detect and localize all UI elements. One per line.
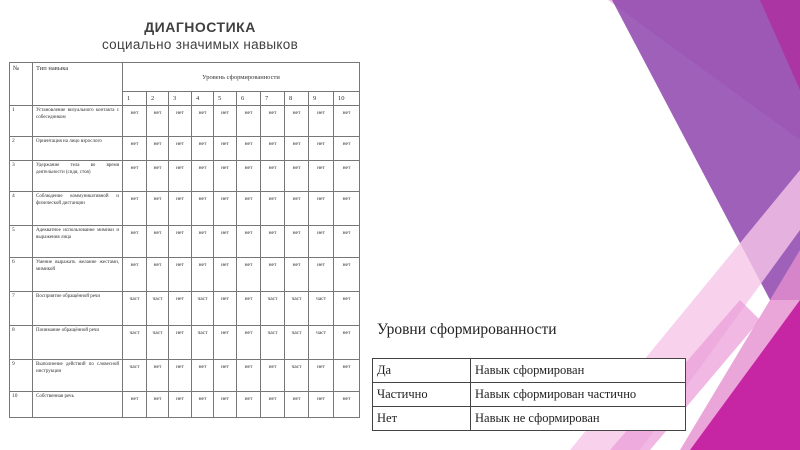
row-number: 7 [10, 292, 33, 326]
level-value-cell: нет [123, 192, 147, 226]
level-value-cell: част [285, 326, 309, 360]
row-number: 2 [10, 137, 33, 161]
level-value-cell: нет [237, 392, 261, 418]
level-value-cell: нет [147, 226, 169, 258]
header-skill: Тип навыка [33, 63, 123, 106]
header-level-3: 3 [169, 92, 192, 106]
level-value-cell: нет [147, 360, 169, 392]
level-value-cell: нет [214, 392, 237, 418]
level-value-cell: нет [309, 192, 334, 226]
header-level-1: 1 [123, 92, 147, 106]
level-value-cell: нет [309, 258, 334, 292]
skill-name: Адекватное использование мимики и выражения лица [33, 226, 123, 258]
level-value-cell: нет [214, 258, 237, 292]
level-value-cell: нет [169, 258, 192, 292]
skill-name: Выполнение действий по словесной инструкции [33, 360, 123, 392]
level-value-cell: нет [237, 161, 261, 192]
row-number: 4 [10, 192, 33, 226]
level-value-cell: нет [214, 360, 237, 392]
level-value-cell: нет [261, 360, 285, 392]
level-value-cell: нет [169, 161, 192, 192]
level-value-cell: нет [261, 106, 285, 137]
legend-description: Навык не сформирован [471, 407, 686, 431]
header-level-10: 10 [334, 92, 360, 106]
level-value-cell: нет [123, 161, 147, 192]
level-value-cell: част [261, 292, 285, 326]
legend-level: Нет [373, 407, 471, 431]
level-value-cell: нет [214, 106, 237, 137]
level-value-cell: част [147, 292, 169, 326]
level-value-cell: нет [169, 106, 192, 137]
table-row [10, 326, 360, 360]
level-value-cell: нет [214, 161, 237, 192]
level-value-cell: нет [169, 360, 192, 392]
header-level-9: 9 [309, 92, 334, 106]
skill-name: Понимание обращённой речи [33, 326, 123, 360]
level-value-cell: нет [214, 292, 237, 326]
level-value-cell: нет [192, 192, 214, 226]
legend-description: Навык сформирован [471, 359, 686, 383]
row-number: 6 [10, 258, 33, 292]
level-value-cell: нет [309, 106, 334, 137]
diagnostics-table-body [10, 106, 360, 418]
level-value-cell: нет [309, 392, 334, 418]
legend-level: Да [373, 359, 471, 383]
skill-name: Восприятие обращённой речи [33, 292, 123, 326]
header-level-6: 6 [237, 92, 261, 106]
level-value-cell: част [261, 326, 285, 360]
level-value-cell: нет [192, 392, 214, 418]
level-value-cell: нет [334, 326, 360, 360]
level-value-cell: нет [147, 192, 169, 226]
level-value-cell: нет [123, 258, 147, 292]
level-value-cell: нет [147, 392, 169, 418]
level-value-cell: част [309, 326, 334, 360]
level-value-cell: нет [147, 161, 169, 192]
level-value-cell: нет [334, 137, 360, 161]
level-value-cell: нет [214, 226, 237, 258]
level-value-cell: нет [192, 226, 214, 258]
level-value-cell: нет [285, 192, 309, 226]
title-main: ДИАГНОСТИКА [144, 19, 256, 35]
header-level-2: 2 [147, 92, 169, 106]
level-value-cell: нет [169, 292, 192, 326]
row-number: 1 [10, 106, 33, 137]
level-value-cell: нет [261, 226, 285, 258]
level-value-cell: нет [285, 106, 309, 137]
level-value-cell: нет [261, 392, 285, 418]
level-value-cell: нет [334, 106, 360, 137]
table-row [10, 137, 360, 161]
level-value-cell: нет [285, 392, 309, 418]
skill-name: Соблюдение коммуникативной и физической дистанции [33, 192, 123, 226]
level-value-cell: нет [334, 192, 360, 226]
level-value-cell: нет [214, 192, 237, 226]
level-value-cell: нет [192, 106, 214, 137]
legend-table-body [373, 359, 686, 431]
level-value-cell: нет [309, 161, 334, 192]
level-value-cell: нет [261, 161, 285, 192]
table-row [10, 392, 360, 418]
level-value-cell: нет [285, 258, 309, 292]
legend-row [373, 359, 686, 383]
title-subtitle: социально значимых навыков [101, 37, 299, 52]
level-value-cell: нет [192, 360, 214, 392]
level-value-cell: нет [334, 258, 360, 292]
level-value-cell: нет [237, 226, 261, 258]
level-value-cell: нет [169, 137, 192, 161]
row-number: 8 [10, 326, 33, 360]
header-num: № [10, 63, 33, 106]
level-value-cell: нет [237, 326, 261, 360]
level-value-cell: нет [237, 292, 261, 326]
level-value-cell: нет [169, 192, 192, 226]
table-row [10, 360, 360, 392]
legend-title: Уровни сформированности [377, 321, 557, 338]
legend-table [372, 358, 686, 431]
level-value-cell: нет [285, 226, 309, 258]
level-value-cell: нет [309, 360, 334, 392]
level-value-cell: нет [237, 106, 261, 137]
header-level-4: 4 [192, 92, 214, 106]
level-value-cell: нет [309, 226, 334, 258]
legend-row [373, 407, 686, 431]
level-value-cell: нет [147, 258, 169, 292]
level-value-cell: нет [237, 258, 261, 292]
level-value-cell: нет [309, 137, 334, 161]
row-number: 3 [10, 161, 33, 192]
legend-row [373, 383, 686, 407]
header-level-8: 8 [285, 92, 309, 106]
table-row [10, 192, 360, 226]
row-number: 10 [10, 392, 33, 418]
legend-description: Навык сформирован частично [471, 383, 686, 407]
level-value-cell: нет [169, 226, 192, 258]
level-value-cell: нет [123, 106, 147, 137]
skill-name: Ориентация на лицо взрослого [33, 137, 123, 161]
level-value-cell: част [309, 292, 334, 326]
skill-name: Собственная речь [33, 392, 123, 418]
level-value-cell: част [285, 360, 309, 392]
level-value-cell: нет [192, 161, 214, 192]
level-value-cell: нет [123, 226, 147, 258]
level-value-cell: нет [237, 360, 261, 392]
level-value-cell: нет [261, 192, 285, 226]
level-value-cell: нет [334, 161, 360, 192]
table-row [10, 161, 360, 192]
level-value-cell: нет [123, 392, 147, 418]
level-value-cell: нет [169, 326, 192, 360]
skill-name: Умение выражать желание жестами, мимикой [33, 258, 123, 292]
level-value-cell: нет [334, 226, 360, 258]
header-level-7: 7 [261, 92, 285, 106]
level-value-cell: нет [334, 360, 360, 392]
level-value-cell: нет [334, 292, 360, 326]
level-value-cell: нет [147, 137, 169, 161]
level-value-cell: нет [261, 258, 285, 292]
level-value-cell: част [192, 292, 214, 326]
level-value-cell: нет [123, 137, 147, 161]
level-value-cell: част [123, 292, 147, 326]
level-value-cell: нет [285, 137, 309, 161]
level-value-cell: част [147, 326, 169, 360]
level-value-cell: нет [285, 161, 309, 192]
level-value-cell: нет [147, 106, 169, 137]
level-value-cell: част [123, 326, 147, 360]
level-value-cell: нет [261, 137, 285, 161]
level-value-cell: нет [169, 392, 192, 418]
table-row [10, 226, 360, 258]
level-value-cell: нет [334, 392, 360, 418]
row-number: 9 [10, 360, 33, 392]
diagnostics-table [9, 62, 360, 418]
level-value-cell: нет [237, 192, 261, 226]
level-value-cell: част [123, 360, 147, 392]
level-value-cell: нет [237, 137, 261, 161]
level-value-cell: нет [214, 326, 237, 360]
level-value-cell: нет [192, 137, 214, 161]
skill-name: Установление визуального контакта с собеседником [33, 106, 123, 137]
level-value-cell: част [192, 326, 214, 360]
level-value-cell: част [285, 292, 309, 326]
level-value-cell: нет [192, 258, 214, 292]
header-level-5: 5 [214, 92, 237, 106]
slide-title [60, 18, 340, 54]
table-row [10, 106, 360, 137]
legend-level: Частично [373, 383, 471, 407]
header-level: Уровень сформированности [123, 63, 360, 92]
skill-name: Удержание тела во время деятельности (сидя, стоя) [33, 161, 123, 192]
level-value-cell: нет [214, 137, 237, 161]
table-row [10, 292, 360, 326]
row-number: 5 [10, 226, 33, 258]
table-row [10, 258, 360, 292]
